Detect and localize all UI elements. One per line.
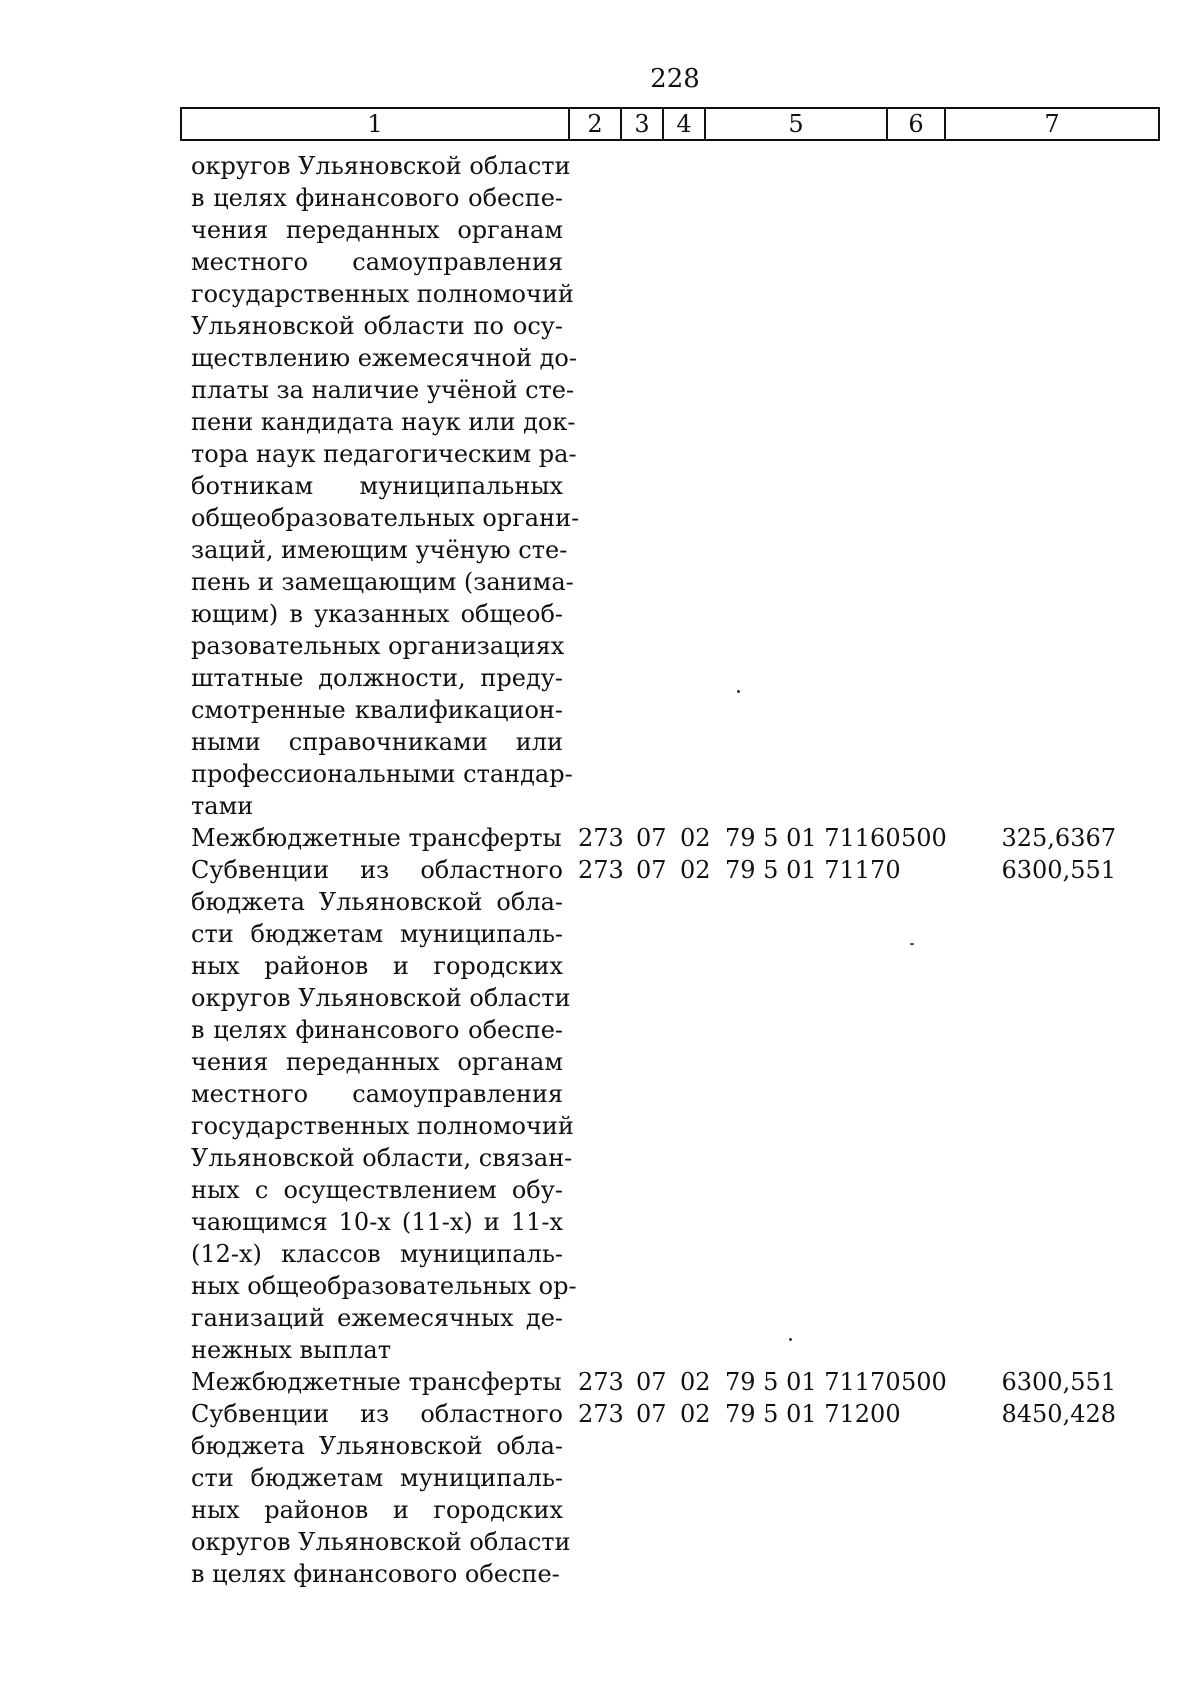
- code-pr: 02: [680, 856, 711, 884]
- description-line: пени кандидата наук или док-: [191, 408, 576, 436]
- table-row: [0, 854, 1200, 1366]
- code-rz: 07: [636, 824, 667, 852]
- code-pr: 02: [680, 824, 711, 852]
- description-line: ботникам муниципальных: [191, 472, 563, 500]
- description-line: (12-х) классов муниципаль-: [191, 1240, 563, 1268]
- description-line: чения переданных органам: [191, 216, 563, 244]
- description-line: Субвенции из областного: [191, 1400, 563, 1428]
- column-header-2: 2: [569, 108, 621, 140]
- description-line: бюджета Ульяновской обла-: [191, 888, 563, 916]
- row-description: [191, 854, 577, 1366]
- description-line: в целях финансового обеспе-: [191, 184, 563, 212]
- code-pr: 02: [680, 1368, 711, 1396]
- column-header-1: 1: [181, 108, 569, 140]
- scan-speck: [789, 1338, 792, 1341]
- amount: 6300,551: [1001, 856, 1116, 884]
- description-line: Ульяновской области, связан-: [191, 1144, 573, 1172]
- description-line: заций, имеющим учёную сте-: [191, 536, 568, 564]
- description-line: штатные должности, преду-: [191, 664, 563, 692]
- description-line: пень и замещающим (занима-: [191, 568, 574, 596]
- code-rz: 07: [636, 1368, 667, 1396]
- amount: 6300,551: [1001, 1368, 1116, 1396]
- description-line: государственных полномочий: [191, 280, 574, 308]
- code-grbs: 273: [578, 856, 624, 884]
- row-description: [191, 1398, 571, 1590]
- column-header-row: [181, 108, 1159, 140]
- scan-speck: [737, 690, 740, 693]
- column-header-table: [180, 107, 1160, 141]
- description-line: профессиональными стандар-: [191, 760, 573, 788]
- description-line: бюджета Ульяновской обла-: [191, 1432, 563, 1460]
- description-line: округов Ульяновской области: [191, 984, 571, 1012]
- description-line: округов Ульяновской области: [191, 1528, 571, 1556]
- description-line: тами: [191, 792, 254, 820]
- column-header-4: 4: [663, 108, 705, 140]
- code-csr: 79 5 01 71200: [725, 1400, 901, 1428]
- column-header-7: 7: [945, 108, 1159, 140]
- table-row: [0, 822, 1200, 854]
- table-row: [0, 150, 1200, 822]
- description-line: Межбюджетные трансферты: [191, 1368, 562, 1396]
- scan-speck: [910, 943, 914, 945]
- description-line: в целях финансового обеспе-: [191, 1560, 560, 1588]
- description-line: общеобразовательных органи-: [191, 504, 580, 532]
- description-line: нежных выплат: [191, 1336, 391, 1364]
- code-csr: 79 5 01 71170: [725, 856, 901, 884]
- description-line: разовательных организациях: [191, 632, 565, 660]
- description-line: чающимся 10-х (11-х) и 11-х: [191, 1208, 563, 1236]
- code-grbs: 273: [578, 824, 624, 852]
- row-description: [191, 822, 563, 854]
- description-line: ганизаций ежемесячных де-: [191, 1304, 563, 1332]
- description-line: сти бюджетам муниципаль-: [191, 1464, 563, 1492]
- description-line: ных районов и городских: [191, 952, 563, 980]
- code-grbs: 273: [578, 1368, 624, 1396]
- description-line: сти бюджетам муниципаль-: [191, 920, 563, 948]
- description-line: ющим) в указанных общеоб-: [191, 600, 563, 628]
- table-row: [0, 1398, 1200, 1590]
- code-pr: 02: [680, 1400, 711, 1428]
- description-line: ных районов и городских: [191, 1496, 563, 1524]
- amount: 8450,428: [1001, 1400, 1116, 1428]
- row-description: [191, 150, 580, 822]
- code-vr: 500: [901, 824, 947, 852]
- description-line: государственных полномочий: [191, 1112, 574, 1140]
- description-line: местного самоуправления: [191, 248, 563, 276]
- description-line: Ульяновской области по осу-: [191, 312, 563, 340]
- code-csr: 79 5 01 71160: [725, 824, 901, 852]
- description-line: смотренные квалификацион-: [191, 696, 563, 724]
- page-number: 228: [650, 64, 700, 94]
- code-vr: 500: [901, 1368, 947, 1396]
- description-line: местного самоуправления: [191, 1080, 563, 1108]
- row-description: [191, 1366, 563, 1398]
- code-rz: 07: [636, 1400, 667, 1428]
- column-header-5: 5: [705, 108, 887, 140]
- description-line: округов Ульяновской области: [191, 152, 571, 180]
- description-line: ществлению ежемесячной до-: [191, 344, 577, 372]
- description-line: Субвенции из областного: [191, 856, 563, 884]
- code-rz: 07: [636, 856, 667, 884]
- column-header-6: 6: [887, 108, 945, 140]
- description-line: в целях финансового обеспе-: [191, 1016, 563, 1044]
- description-line: ных общеобразовательных ор-: [191, 1272, 577, 1300]
- code-grbs: 273: [578, 1400, 624, 1428]
- column-header-3: 3: [621, 108, 663, 140]
- description-line: чения переданных органам: [191, 1048, 563, 1076]
- code-csr: 79 5 01 71170: [725, 1368, 901, 1396]
- description-line: тора наук педагогическим ра-: [191, 440, 577, 468]
- description-line: Межбюджетные трансферты: [191, 824, 562, 852]
- description-line: ных с осуществлением обу-: [191, 1176, 563, 1204]
- description-line: ными справочниками или: [191, 728, 563, 756]
- amount: 325,6367: [1001, 824, 1116, 852]
- description-line: платы за наличие учёной сте-: [191, 376, 575, 404]
- table-row: [0, 1366, 1200, 1398]
